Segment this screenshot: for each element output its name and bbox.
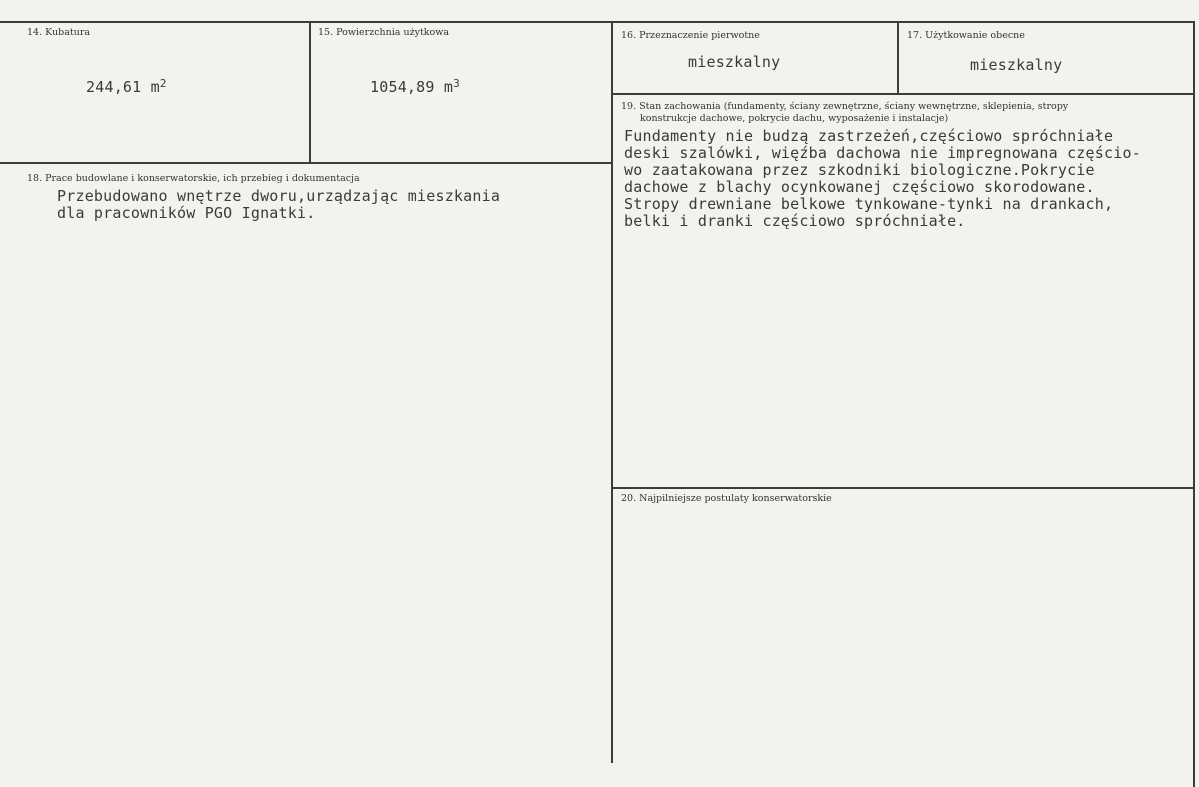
field-14-label: 14. Kubatura bbox=[27, 27, 91, 38]
field-15-value bbox=[370, 79, 460, 96]
right-border-line bbox=[1193, 21, 1195, 787]
field-19-text-line: dachowe z blachy ocynkowanej częściowo skorodowane. bbox=[624, 178, 1095, 196]
field-15-label: 15. Powierzchnia użytkowa bbox=[318, 27, 450, 38]
divider-under-16-17 bbox=[611, 93, 1195, 95]
top-border-line bbox=[0, 21, 1195, 23]
field-19-label-line: 19. Stan zachowania (fundamenty, ściany zewnętrzne, ściany wewnętrzne, sklepienia, stropy bbox=[621, 101, 1069, 112]
field-14-number: 244,61 m bbox=[86, 78, 160, 96]
field-19-text-line: Stropy drewniane belkowe tynkowane-tynki na drankach, bbox=[624, 195, 1114, 213]
field-19-text-line: Fundamenty nie budzą zastrzeżeń,częściowo spróchniałe bbox=[624, 127, 1114, 145]
field-19-text-line: wo zaatakowana przez szkodniki biologiczne.Pokrycie bbox=[624, 161, 1095, 179]
field-19-label-line: konstrukcje dachowe, pokrycie dachu, wyposażenie i instalacje) bbox=[640, 113, 949, 124]
field-17-value: mieszkalny bbox=[970, 56, 1063, 74]
divider-under-19 bbox=[612, 487, 1195, 489]
field-15-superscript: 3 bbox=[453, 77, 460, 90]
field-17-label: 17. Użytkowanie obecne bbox=[907, 30, 1025, 41]
field-18-text-line: dla pracowników PGO Ignatki. bbox=[57, 204, 316, 222]
field-19-text-line: deski szalówki, więźba dachowa nie impregnowana częścio- bbox=[624, 144, 1141, 162]
divider-14-15 bbox=[309, 21, 311, 163]
field-19-text-line: belki i dranki częściowo spróchniałe. bbox=[624, 212, 966, 230]
field-18-label: 18. Prace budowlane i konserwatorskie, ich przebieg i dokumentacja bbox=[27, 173, 360, 184]
divider-under-14-15 bbox=[0, 162, 612, 164]
field-16-label: 16. Przeznaczenie pierwotne bbox=[621, 30, 760, 41]
field-20-label: 20. Najpilniejsze postulaty konserwatorskie bbox=[621, 493, 832, 504]
field-15-number: 1054,89 m bbox=[370, 78, 454, 96]
field-16-value: mieszkalny bbox=[688, 53, 781, 71]
field-18-text-line: Przebudowano wnętrze dworu,urządzając mieszkania bbox=[57, 187, 501, 205]
field-14-value bbox=[86, 79, 167, 96]
divider-16-17 bbox=[897, 21, 899, 94]
divider-center bbox=[611, 21, 613, 763]
field-14-superscript: 2 bbox=[159, 77, 167, 90]
